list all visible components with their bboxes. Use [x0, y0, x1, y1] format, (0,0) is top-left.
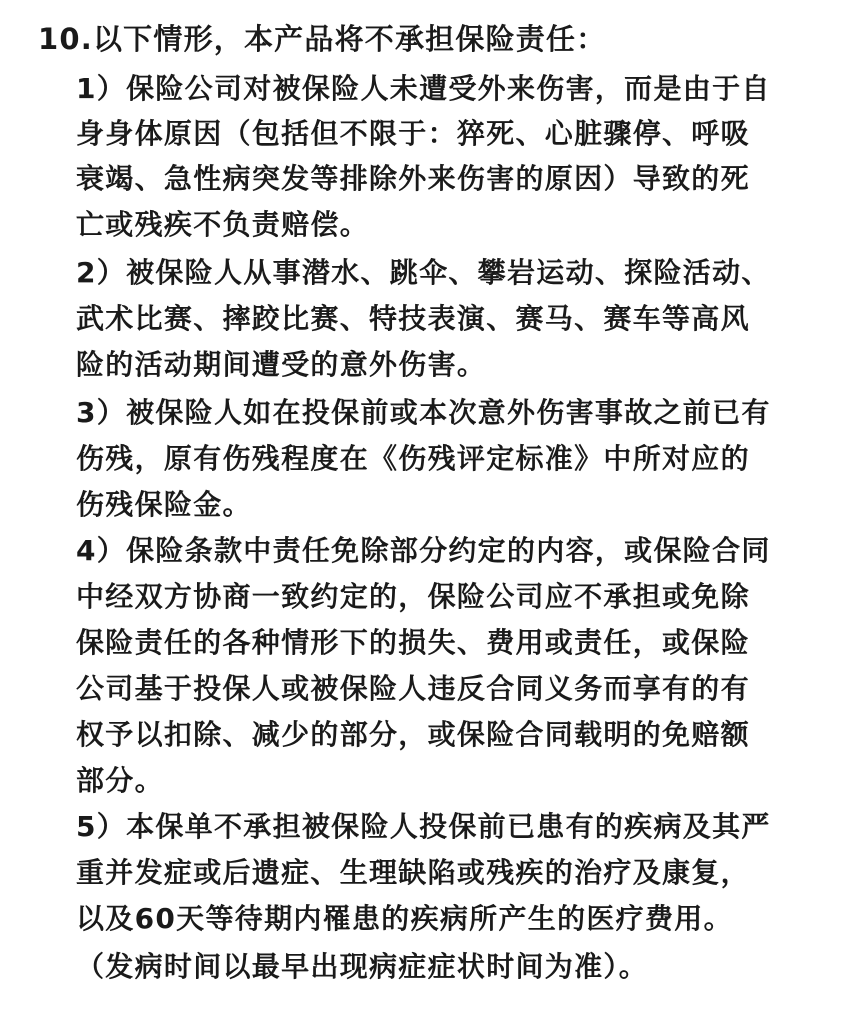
clause-5-line-3: 以及60天等待期内罹患的疾病所产生的医疗费用。: [76, 902, 733, 935]
clause-1-line-2: 身身体原因（包括但不限于：猝死、心脏骤停、呼吸: [76, 117, 750, 150]
clause-1-line-4: 亡或残疾不负责赔偿。: [76, 208, 370, 241]
clause-1-line-3: 衰竭、急性病突发等排除外来伤害的原因）导致的死: [76, 162, 750, 195]
clause-1-line-1: 1）保险公司对被保险人未遭受外来伤害，而是由于自: [76, 72, 771, 105]
clause-5-line-4: （发病时间以最早出现病症症状时间为准）。: [76, 950, 649, 983]
clause-4-line-6: 部分。: [76, 764, 164, 797]
clause-3-line-1: 3）被保险人如在投保前或本次意外伤害事故之前已有: [76, 396, 771, 429]
clause-2-line-1: 2）被保险人从事潜水、跳伞、攀岩运动、探险活动、: [76, 256, 771, 289]
clause-3-line-3: 伤残保险金。: [76, 488, 252, 521]
clause-4-line-2: 中经双方协商一致约定的，保险公司应不承担或免除: [76, 580, 750, 613]
clause-2-line-2: 武术比赛、摔跤比赛、特技表演、赛马、赛车等高风: [76, 302, 750, 335]
clause-4-line-3: 保险责任的各种情形下的损失、费用或责任，或保险: [76, 626, 750, 659]
clause-5-line-1: 5）本保单不承担被保险人投保前已患有的疾病及其严: [76, 810, 771, 843]
section-heading: 10.以下情形，本产品将不承担保险责任：: [38, 22, 607, 56]
clause-2-line-3: 险的活动期间遭受的意外伤害。: [76, 348, 487, 381]
clause-4-line-4: 公司基于投保人或被保险人违反合同义务而享有的有: [76, 672, 750, 705]
clause-3-line-2: 伤残，原有伤残程度在《伤残评定标准》中所对应的: [76, 442, 750, 475]
clause-4-line-5: 权予以扣除、减少的部分，或保险合同载明的免赔额: [76, 718, 750, 751]
clause-5-line-2: 重并发症或后遗症、生理缺陷或残疾的治疗及康复，: [76, 856, 750, 889]
clause-4-line-1: 4）保险条款中责任免除部分约定的内容，或保险合同: [76, 534, 771, 567]
